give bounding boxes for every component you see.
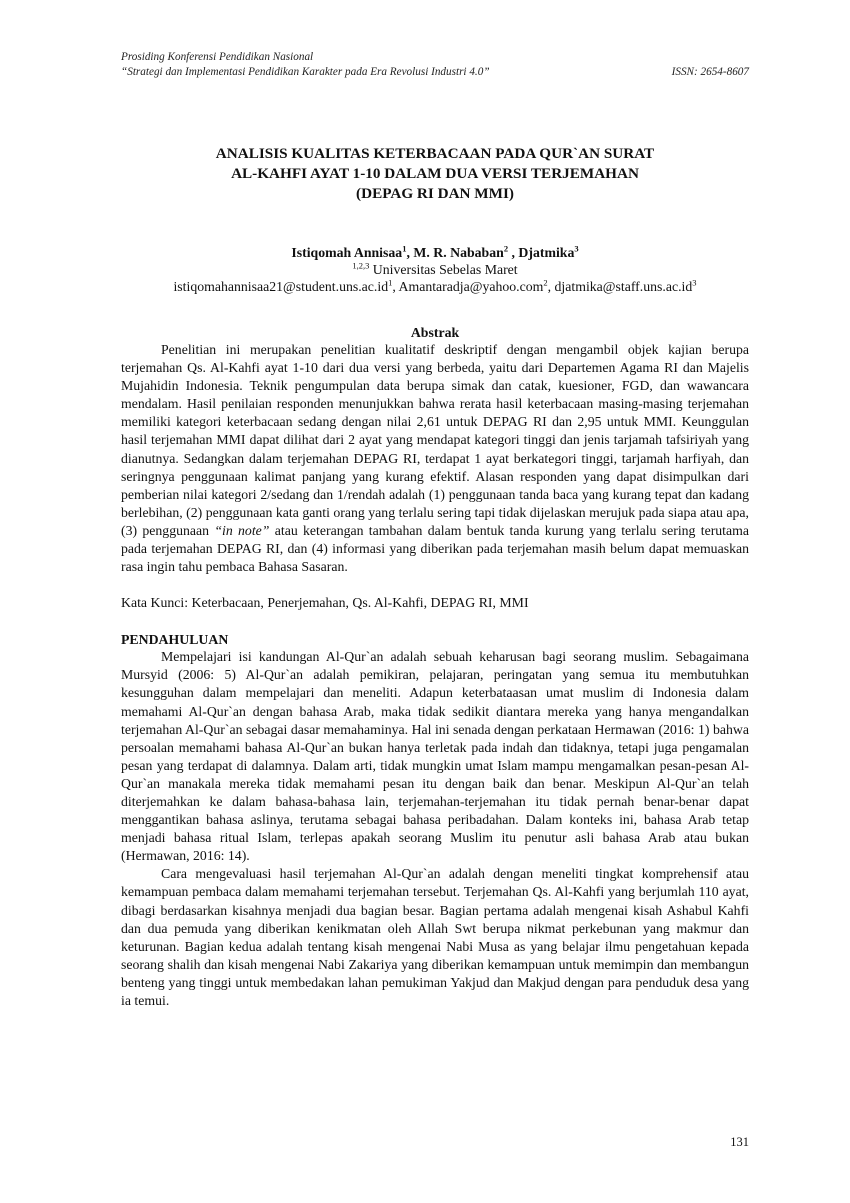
author-3-sup: 3: [574, 243, 579, 254]
author-1: Istiqomah Annisaa: [291, 245, 403, 260]
email-1: istiqomahannisaa21@student.uns.ac.id: [173, 279, 389, 294]
author-1-sup: 1: [402, 243, 407, 254]
keywords: Kata Kunci: Keterbacaan, Penerjemahan, Qs. Al-Kahfi, DEPAG RI, MMI: [121, 595, 529, 611]
intro-paragraph-2: Cara mengevaluasi hasil terjemahan Al-Qur`an adalah dengan meneliti tingkat komprehensif atau kemampuan pembaca dalam memahami terjemahan tersebut. Terjemahan Qs. Al-Kahfi yang berjumlah 110 ayat, dibagi berdasarkan kisahnya menjadi dua bagian besar. Bagian pertama adalah mengenai kisah Ashabul Kahfi dan dua pemuda yang diberikan kenikmatan oleh Allah Swt berupa nikmat perkebunan yang makmur dan keturunan. Bagian kedua adalah tentang kisah mengenai Nabi Musa as yang belajar ilmu pengetahuan kepada seorang shalih dan kisah mengenai Nabi Zakariya yang diberikan kemampuan untuk memimpin dan membangun benteng yang tinggi untuk membedakan lahan pemukiman Yakjud dan Makjud dengan para penduduk desa yang ia temui.: [121, 866, 749, 1008]
page-number: 131: [730, 1135, 749, 1149]
email-3: , djatmika@staff.uns.ac.id: [547, 279, 693, 294]
author-emails: [121, 278, 749, 295]
email-3-sup: 3: [692, 277, 697, 288]
abstract-heading: Abstrak: [410, 325, 460, 340]
header-row: [121, 65, 749, 80]
abstract-paragraph: [121, 341, 749, 576]
email-2: , Amantaradja@yahoo.com: [392, 279, 544, 294]
affiliation: [121, 261, 749, 278]
affiliation-sup: 1,2,3: [352, 260, 370, 271]
running-header: [121, 50, 749, 80]
title-line-2: AL-KAHFI AYAT 1-10 DALAM DUA VERSI TERJEMAHAN: [231, 165, 639, 182]
intro-paragraph-1: Mempelajari isi kandungan Al-Qur`an adalah sebuah keharusan bagi seorang muslim. Sebagaimana Mursyid (2006: 5) Al-Qur`an adalah pemikiran, pelajaran, peringatan yang semua itu membutuhkan kesungguhan dalam mempelajari dan meneliti. Adapun keterbataasan umat muslim di Indonesia dalam memahami Al-Qur`an dengan bahasa Arab, maka tidak sedikit diantara mereka yang hanya mengandalkan terjemahan Al-Qur`an sebagai dasar memahaminya. Hal ini senada dengan perkataan Hermawan (2016: 1) bahwa persoalan memahami bahasa Al-Qur`an bukan hanya terletak pada indah dan tidaknya, tetapi juga pengamalan pesan yang terdapat di dalamnya. Dalam arti, tidak mungkin umat Islam mampu mengamalkan pesan-pesan Al-Qur`an manakala mereka tidak memahami pesan itu dengan baik dan benar. Meskipun Al-Qur`an telah diterjemahkan ke dalam bahasa-bahasa lain, terjemahan-terjemahan itu tidak pernah benar-benar dapat menggantikan bahasa aslinya, terutama sebagai bahasa peribadahan. Dalam konteks ini, bahasa Arab tetap menjadi bahasa ritual Islam, terlepas apakah seorang Muslim itu penutur asli bahasa Arab atau bukan (Hermawan, 2016: 14).: [121, 649, 749, 864]
header-theme: “Strategi dan Implementasi Pendidikan Karakter pada Era Revolusi Industri 4.0”: [121, 66, 490, 78]
abstract-italic: “in note”: [214, 522, 270, 538]
paper-title: [121, 144, 749, 204]
abstract-text-2: atau keterangan tambahan dalam bentuk tanda kurung yang terlalu sering terutama pada terjemahan DEPAG RI, dan (4) informasi yang diberikan pada terjemahan masih belum dapat memuaskan rasa ingin tahu pembaca Bahasa Sasaran.: [121, 522, 749, 575]
author-3: , Djatmika: [508, 245, 575, 260]
header-conference-name: Prosiding Konferensi Pendidikan Nasional: [121, 51, 314, 63]
email-1-sup: 1: [388, 277, 393, 288]
email-2-sup: 2: [543, 277, 548, 288]
author-2-sup: 2: [503, 243, 509, 254]
abstract-text-1: Penelitian ini merupakan penelitian kualitatif deskriptif dengan mengambil objek kajian berupa terjemahan Qs. Al-Kahfi ayat 1-10 dari dua versi yang berbeda, yaitu dari Departemen Agama RI dan Majelis Mujahidin Indonesia. Teknik pengumpulan data berupa simak dan catak, kuesioner, FGD, dan wawancara mendalam. Hasil penilaian responden menunjukkan bahwa rerata hasil keterbacaan masing-masing terjemahan memiliki kategori keterbacaan sedang dengan nilai 2,61 untuk DEPAG RI dan 2,95 untuk MMI. Keunggulan hasil terjemahan MMI dapat dilihat dari 2 ayat yang mendapat kategori tinggi dan jenis tarjamah tafsiriyah yang dianutnya. Sedangkan dalam terjemahan DEPAG RI, terdapat 1 ayat berkategori tinggi, tarjamah harfiyah, dan seringnya penggunaan kalimat panjang yang kurang efektif. Alasan responden yang dapat disimpulkan dari pemberian nilai kategori 2/sedang dan 1/rendah adalah (1) penggunaan tanda baca yang kurang tepat dan kadang berlebihan, (2) penggunaan kata ganti orang yang terlalu sering tapi tidak dijelaskan merujuk pada siapa atau apa, (3) penggunaan: [121, 342, 749, 538]
title-line-3: (DEPAG RI DAN MMI): [356, 185, 514, 202]
affiliation-text: Universitas Sebelas Maret: [369, 262, 518, 277]
header-issn: ISSN: 2654-8607: [671, 66, 749, 78]
section-heading-introduction: PENDAHULUAN: [121, 632, 229, 648]
author-list: [121, 244, 749, 261]
title-line-1: ANALISIS KUALITAS KETERBACAAN PADA QUR`AN SURAT: [215, 145, 655, 162]
author-2: , M. R. Nababan: [406, 245, 504, 260]
